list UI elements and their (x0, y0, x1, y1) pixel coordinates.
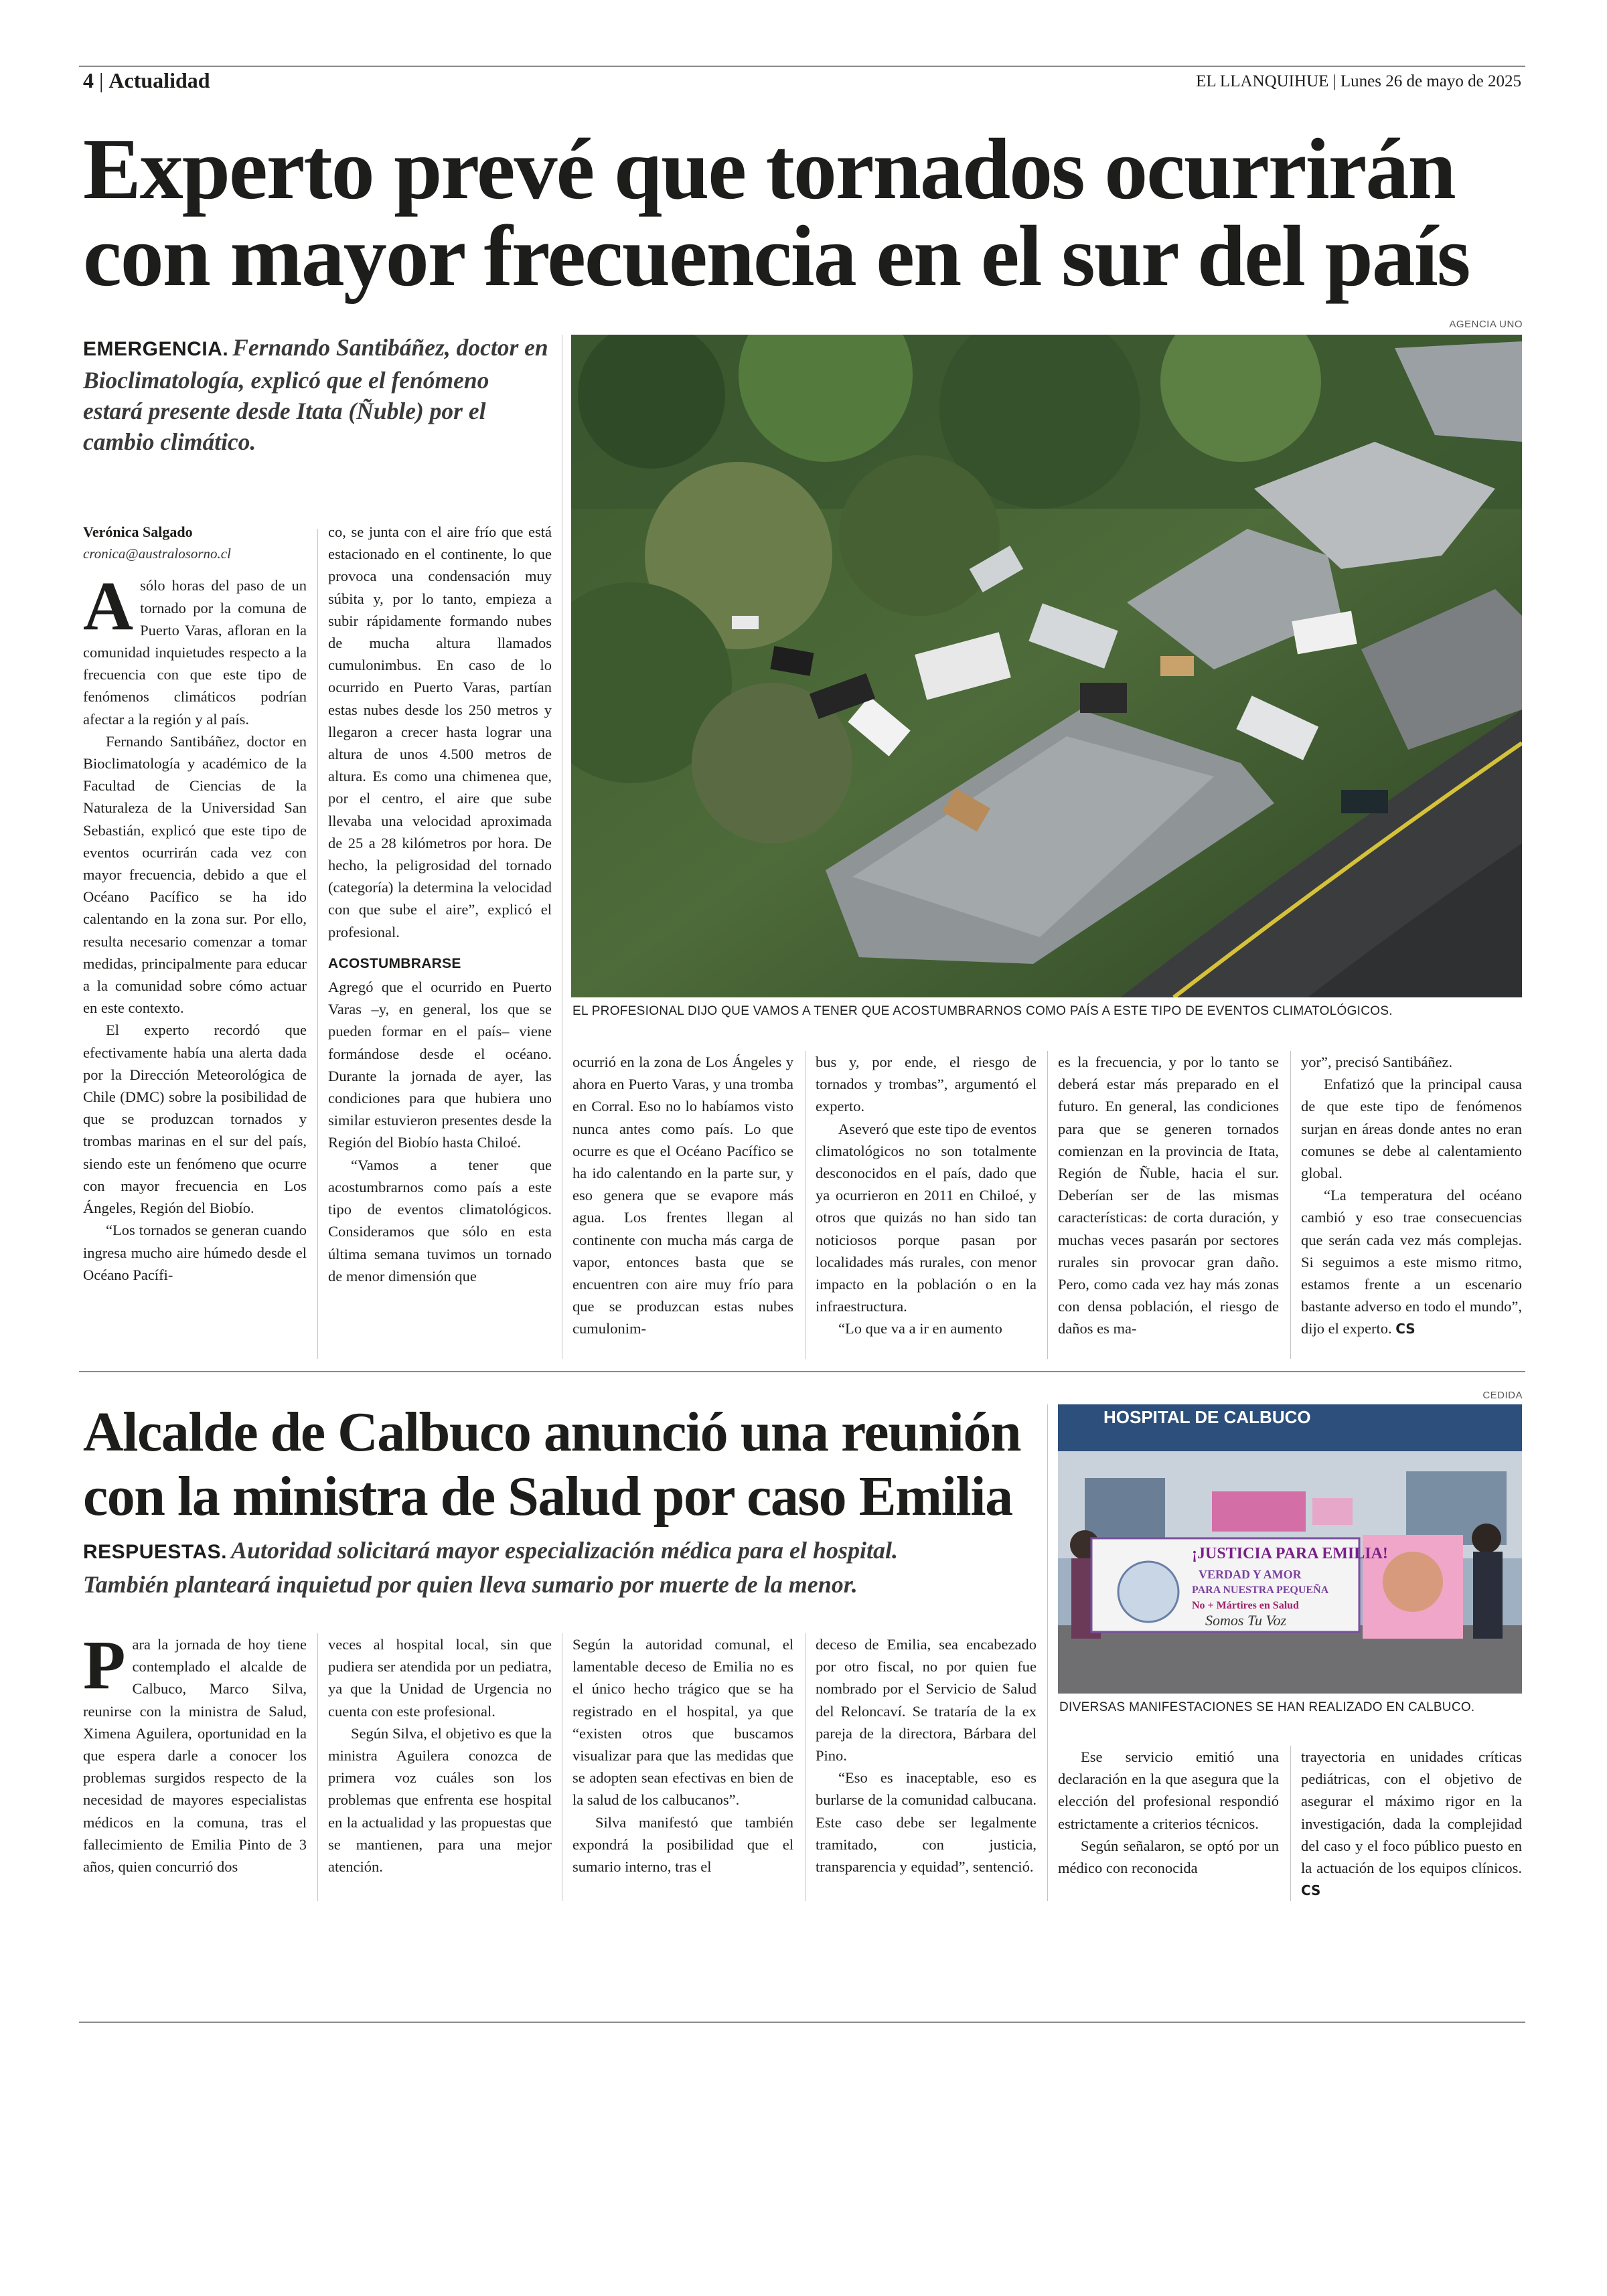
story1-paragraph-text: “La temperatura del océano cambió y eso trae consecuencias que serán cada vez más complejas. Si seguimos a este mismo ritmo, estamos frente a un escenario bastante adverso en todo el mundo”, dijo el experto. (1301, 1187, 1522, 1337)
story2-paragraph: Según Silva, el objetivo es que la ministra Aguilera conozca de primera voz cuáles son los problemas que enfrenta ese hospital en la actualidad y las propuestas que se mantienen, para una mejor atención. (328, 1724, 552, 1876)
story1-paragraph: “Lo que va a ir en aumento (838, 1320, 1002, 1337)
story2-paragraph: Según señalaron, se optó por un médico con reconocida (1058, 1837, 1279, 1877)
paper-name: EL LLANQUIHUE (1196, 72, 1329, 90)
dateline-separator: | (1332, 72, 1341, 90)
story1-paragraph (83, 568, 307, 730)
story2-paragraph (83, 1627, 307, 1878)
story1-paragraph: “Los tornados se generan cuando ingresa mucho aire húmedo desde el Océano Pacífi- (83, 1222, 307, 1283)
story1-column-3 (572, 1051, 793, 1340)
banner-line-3: No + Mártires en Salud (1192, 1600, 1299, 1611)
story2-photo-caption: DIVERSAS MANIFESTACIONES SE HAN REALIZADO EN CALBUCO. (1059, 1700, 1475, 1714)
story1-paragraph: co, se junta con el aire frío que está estacionado en el continente, lo que provoca una condensación muy súbita y, por lo tanto, empieza a subir rápidamente formando nubes de mucha altura llamados cumulonimbus. En caso de lo ocurrido en Puerto Varas, partían estas nubes desde los 250 metros y llegaron a crecer hasta lograr una altura de unos 4.500 metros de altura. Es como una chimenea que, por el centro, el aire que sube llevaba una velocidad aproximada de 25 a 28 kilómetros por hora. De hecho, la peligrosidad del tornado (categoría) la determina la velocidad con que sube el aire”, explicó el profesional. (328, 523, 552, 940)
story1-paragraph: El experto recordó que efectivamente había una alerta dada por la Dirección Meteorológica de Chile (DMC) sobre la posibilidad de que se produzcan tornados y trombas marinas en el sur del país, siendo este un fenómeno que ocurre con mayor frecuencia en Los Ángeles, Región del Biobío. (83, 1021, 307, 1217)
story1-paragraph: Fernando Santibáñez, doctor en Bioclimatología y académico de la Facultad de Ciencias de la Naturaleza de la Universidad San Sebastián, explicó que este tipo de eventos ocurrirán cada vez con mayor frecuencia, debido a que el Océano Pacífico se ha ido calentando en la zona sur. Por ello, resulta necesario comenzar a tomar medidas, principalmente para educar a la comunidad sobre cómo actuar en este contexto. (83, 732, 307, 1017)
story1-paragraph: yor”, precisó Santibáñez. (1301, 1054, 1453, 1070)
story1-column-5 (1058, 1051, 1279, 1340)
story1-paragraph: bus y, por ende, el riesgo de tornados y trombas”, argumentó el experto. (816, 1054, 1037, 1115)
story1-column-1 (83, 521, 307, 1286)
protest-illustration (1058, 1404, 1522, 1694)
story2-end-mark: CS (1301, 1882, 1321, 1899)
story1-photo-credit: AGENCIA UNO (1449, 319, 1523, 330)
story2-paragraph: Silva manifestó que también expondrá la posibilidad que el sumario interno, tras el (572, 1813, 793, 1876)
paper-dateline (1196, 72, 1521, 91)
story2-paragraph: Ese servicio emitió una declaración en la que asegura que la elección del profesional respondió estrictamente a criterios técnicos. (1058, 1748, 1279, 1832)
column-rule (317, 529, 318, 1359)
story2-paragraph: deceso de Emilia, sea encabezado por otro fiscal, no por quien fue nombrado por el Servicio de Salud del Reloncaví. Se trataría de la ex pareja de la directora, Bárbara del Pino. (816, 1636, 1037, 1765)
story1-paragraph (1301, 1184, 1522, 1340)
story2-headline-line2: con la ministra de Salud por caso Emilia (83, 1465, 1012, 1528)
story1-end-mark: CS (1395, 1321, 1415, 1337)
story1-paragraph: es la frecuencia, y por lo tanto se deberá estar más preparado en el futuro. En general, las condiciones para que se generen tornados comienzan en la provincia de Itata, Región de Ñuble, hacia el sur. Deberían ser de las mismas características: de corta duración, y muchas veces pasarán por sectores rurales sin provocar gran daño. Pero, como cada vez hay más zonas con densa población, el riesgo de daños es ma- (1058, 1054, 1279, 1337)
story2-headline-line1: Alcalde de Calbuco anunció una reunión (83, 1401, 1021, 1463)
column-rule (1290, 1746, 1291, 1901)
story1-headline-line1: Experto prevé que tornados ocurrirán (83, 121, 1455, 218)
hospital-sign: HOSPITAL DE CALBUCO (1103, 1407, 1311, 1427)
story1-paragraph-text: sólo horas del paso de un tornado por la comuna de Puerto Varas, afloran en la comunidad inquietudes respecto a la frecuencia con que este tipo de fenómenos climáticos podrían afectar a la región y al país. (83, 577, 307, 728)
section-name: Actualidad (108, 68, 210, 92)
story2-photo-protest (1058, 1404, 1522, 1694)
story1-author: Verónica Salgado (83, 523, 193, 540)
story2-paragraph (1301, 1746, 1522, 1902)
story2-deck (83, 1534, 1087, 1601)
story2-kicker: RESPUESTAS. (83, 1541, 227, 1563)
column-rule (805, 1633, 806, 1901)
story2-column-1 (83, 1627, 307, 1878)
story1-column-2 (328, 521, 552, 1287)
story2-photo-credit: CEDIDA (1482, 1390, 1523, 1401)
story1-photo-tornado-damage (571, 335, 1522, 997)
issue-date: Lunes 26 de mayo de 2025 (1340, 72, 1521, 90)
story1-headline-line2: con mayor frecuencia en el sur del país (83, 208, 1470, 305)
story1-deck-text: Fernando Santibáñez, doctor en Bioclimatología, explicó que el fenómeno estará presente desde Itata (Ñuble) por el cambio climático. (83, 334, 548, 455)
story2-column-4 (816, 1633, 1037, 1878)
story1-paragraph: “Vamos a tener que acostumbrarnos como país a este tipo de eventos climatológicos. Consideramos que sólo en esta última semana tuvimos un tornado de menor dimensión que (328, 1156, 552, 1285)
story2-column-3 (572, 1633, 793, 1878)
story1-author-email: cronica@australosorno.cl (83, 546, 231, 562)
story1-subhead: ACOSTUMBRARSE (328, 955, 461, 971)
story1-deck (83, 332, 552, 457)
story1-column-4 (816, 1051, 1037, 1340)
story1-column-6 (1301, 1051, 1522, 1341)
story2-paragraph: veces al hospital local, sin que pudiera ser atendida por un pediatra, ya que la Unidad de Urgencia no cuenta con este profesional. (328, 1636, 552, 1720)
story2-dropcap: P (83, 1627, 126, 1704)
header-separator: | (99, 68, 109, 92)
page-bottom-rule (79, 2022, 1525, 2023)
story2-paragraph: Según la autoridad comunal, el lamentable deceso de Emilia no es el único hecho trágico que se ha registrado en el hospital, ya que “existen otros que buscamos visualizar para que las medidas que se adopten sean efectivas en bien de la salud de los calbucanos”. (572, 1636, 793, 1809)
story1-paragraph: ocurrió en la zona de Los Ángeles y ahora en Puerto Varas, y una tromba en Corral. Eso no lo habíamos visto nunca antes como país. Lo que ocurre es que el Océano Pacífico se ha ido calentando en la parte sur, y eso genera que se evapore más agua. Los frentes llegan al continente con mucha más carga de vapor, entonces basta que se encuentren con aire muy frío para que se produzcan estas nubes cumulonim- (572, 1054, 793, 1337)
aerial-damage-illustration (571, 335, 1522, 997)
banner-line-2: PARA NUESTRA PEQUEÑA (1192, 1584, 1329, 1596)
story1-paragraph: Agregó que el ocurrido en Puerto Varas –y, en general, los que se pueden formar en el país– viene formándose desde el océano. Durante la jornada de ayer, las condiciones para que hubiera uno similar estuvieron presentes desde la Región del Biobío hasta Chiloé. (328, 979, 552, 1151)
story1-kicker: EMERGENCIA. (83, 338, 229, 360)
story2-column-5 (1058, 1746, 1279, 1879)
story1-paragraph: Enfatizó que la principal causa de que este tipo de fenómenos surjan en áreas donde antes no eran comunes se debe al calentamiento global. (1301, 1076, 1522, 1182)
story2-paragraph-text: ara la jornada de hoy tiene contemplado el alcalde de Calbuco, Marco Silva, reunirse con la ministra de Salud, Ximena Aguilera, oportunidad en la que espera darle a conocer los problemas surgidos respecto de la necesidad de mayores especialistas médicos en la comuna, tras el fallecimiento de Emilia Pinto de 3 años, quien concurrió dos (83, 1636, 307, 1876)
banner-line-4: Somos Tu Voz (1205, 1612, 1287, 1629)
column-rule (1047, 1051, 1048, 1359)
story1-paragraph: Aseveró que este tipo de eventos climatológicos no son totalmente desconocidos en el país, dado que ya ocurrieron en 2011 en Chiloé, y otros que quizás no han sido tan noticiosos porque pasan por localidades más rurales, con menor impacto en la población o en la infraestructura. (816, 1120, 1037, 1315)
story-divider (79, 1371, 1525, 1372)
story2-deck-line2: También planteará inquietud por quien lleva sumario por muerte de la menor. (83, 1571, 858, 1598)
story2-column-6 (1301, 1746, 1522, 1902)
story1-photo-caption: EL PROFESIONAL DIJO QUE VAMOS A TENER QUE ACOSTUMBRARNOS COMO PAÍS A ESTE TIPO DE EVENTOS CLIMATOLÓGICOS. (572, 1004, 1393, 1018)
story1-dropcap: A (83, 568, 134, 645)
banner-title: ¡JUSTICIA PARA EMILIA! (1192, 1545, 1388, 1562)
story2-paragraph-text: trayectoria en unidades críticas pediátricas, con el objetivo de asegurar el máximo rigor en la investigación, dada la complejidad del caso y el foco público puesto en la actuación de los equipos clínicos. (1301, 1748, 1522, 1877)
story2-paragraph: “Eso es inaceptable, eso es burlarse de la comunidad calbucana. Este caso debe ser legalmente tramitado, con justicia, transparencia y equidad”, sentenció. (816, 1769, 1037, 1876)
column-rule (805, 1051, 806, 1359)
column-rule (317, 1633, 318, 1901)
page-number: 4 (83, 68, 94, 92)
column-rule (1047, 1404, 1048, 1901)
header-top-rule (79, 66, 1525, 67)
story2-deck-line1: Autoridad solicitará mayor especialización médica para el hospital. (231, 1537, 898, 1564)
story1-headline (83, 121, 1556, 305)
column-rule (1290, 1051, 1291, 1359)
banner-line-1: VERDAD Y AMOR (1199, 1568, 1302, 1581)
story2-headline (83, 1400, 1054, 1529)
page-section-label (83, 68, 210, 93)
story2-column-2 (328, 1633, 552, 1878)
